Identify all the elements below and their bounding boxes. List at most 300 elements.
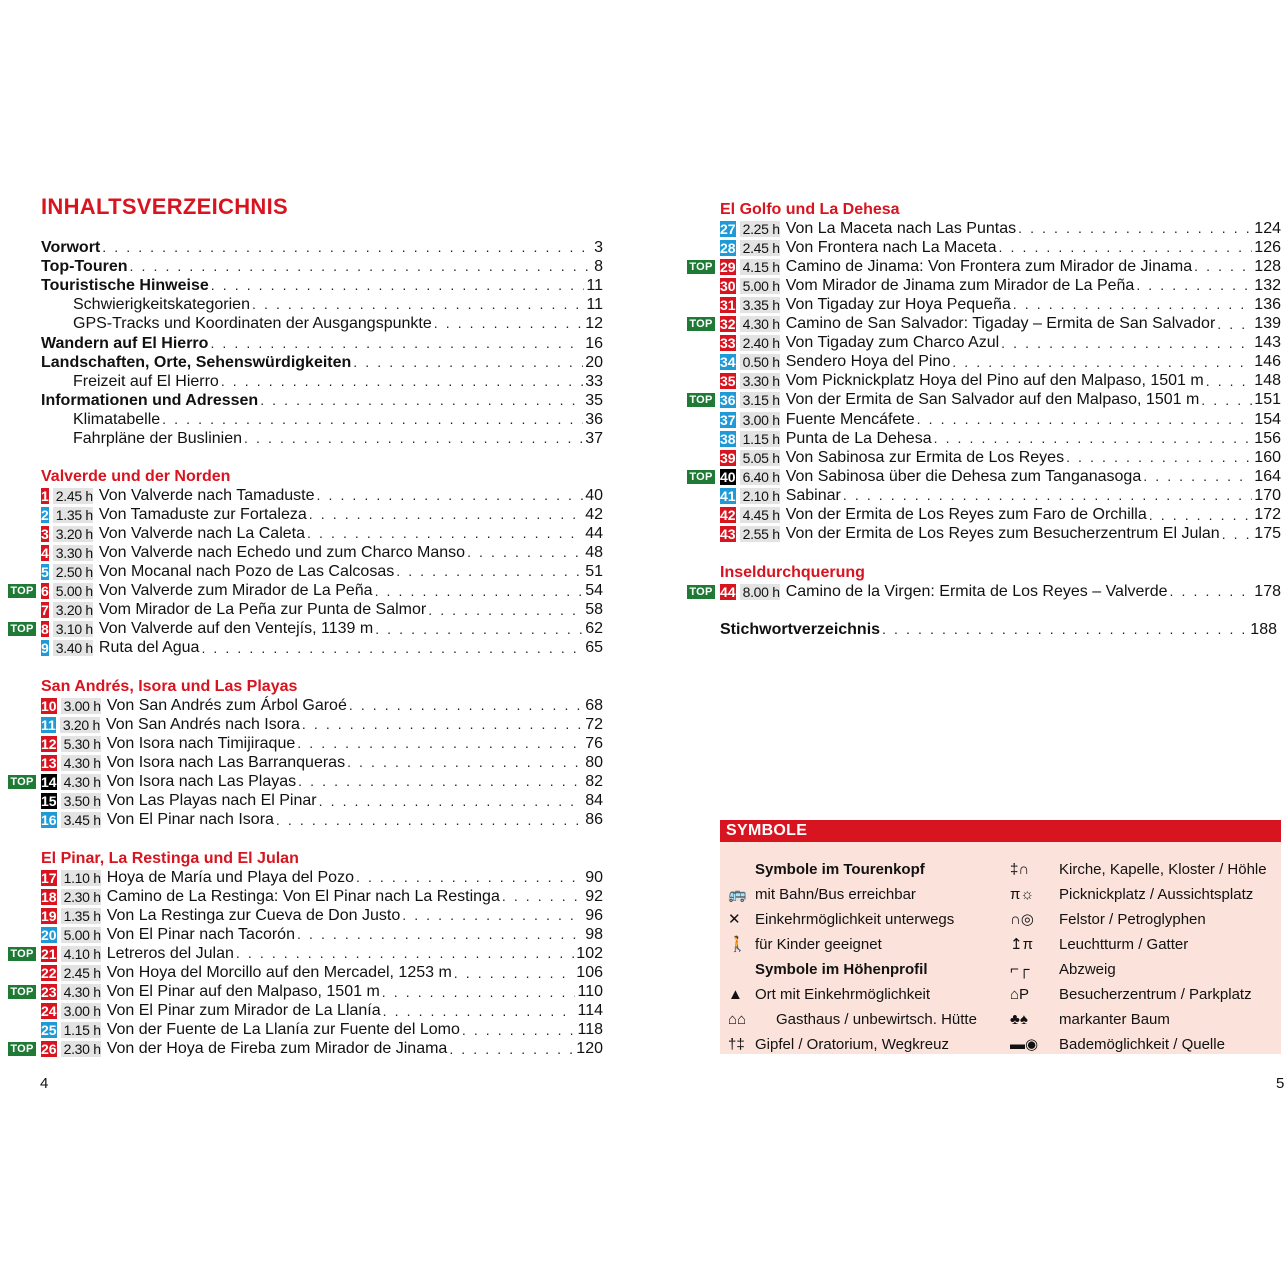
top-tour-badge: TOP [687,393,715,407]
tour-duration: 4.10 h [61,946,101,962]
tour-title: Von der Ermita de Los Reyes zum Besucherzentrum El Julan [785,525,1220,543]
tour-entry[interactable] [41,772,603,791]
leader-dots [353,353,583,372]
leader-dots [917,410,1253,429]
tour-entry[interactable] [41,524,603,543]
section-title: El Pinar, La Restinga und El Julan [41,850,299,867]
toc-entry-page: 35 [585,391,603,409]
toc-entry-page: 20 [585,353,603,371]
leader-dots [843,486,1252,505]
tour-number-badge: 26 [41,1041,57,1058]
tour-number-badge: 18 [41,888,57,905]
tour-page: 96 [585,906,603,924]
toc-title: INHALTSVERZEICHNIS [41,194,289,219]
tour-number-badge: 12 [41,735,57,752]
toc-entry-page: 3 [594,239,603,256]
tour-page: 102 [576,944,603,962]
tour-entry[interactable] [41,811,603,830]
tour-title: Camino de Jinama: Von Frontera zum Mirador de Jinama [785,257,1193,275]
toc-entry-label: Vorwort [41,239,101,256]
tour-title: Von Isora nach Las Playas [106,772,297,790]
tour-title: Von Tigaday zum Charco Azul [785,334,1000,352]
tour-page: 151 [1254,391,1281,409]
tour-page: 148 [1254,372,1281,390]
tour-title: Von Tamaduste zur Fortaleza [98,505,307,523]
legend-label: mit Bahn/Bus erreichbar [755,886,916,903]
legend-label: Symbole im Höhenprofil [755,961,928,978]
tour-entry[interactable] [41,562,603,581]
toc-entry-label: Freizeit auf El Hierro [73,372,219,390]
tour-number-badge: 43 [720,526,736,543]
leader-dots [1206,372,1253,391]
toc-entry[interactable] [41,334,603,353]
page-number-left: 4 [40,1075,49,1092]
leader-dots [1222,525,1253,544]
tour-number-badge: 23 [41,984,57,1001]
tour-number-badge: 40 [720,468,736,485]
tour-entry[interactable] [41,887,603,906]
toc-entry[interactable] [41,353,603,372]
tour-duration: 0.50 h [740,354,780,370]
tour-page: 65 [585,639,603,657]
tour-number-badge: 22 [41,965,57,981]
tour-page: 90 [585,868,603,886]
tour-page: 175 [1254,525,1281,543]
leader-dots [502,887,583,906]
tour-page: 132 [1254,276,1281,294]
leader-dots [298,772,583,791]
legend-symbol-icon: ⌐┌ [1010,961,1030,978]
leader-dots [467,543,583,562]
legend-label: Besucherzentrum / Parkplatz [1059,986,1252,1003]
tour-number-badge: 31 [720,296,736,313]
tour-duration: 3.35 h [740,297,780,313]
tour-title: Von Sabinosa über die Dehesa zum Tanganasoga [785,467,1142,485]
tour-title: Von Valverde nach La Caleta [98,524,305,542]
legend-symbol-icon: 🚌 [728,886,747,903]
toc-entry-label: Informationen und Adressen [41,391,259,409]
tour-title: Von Las Playas nach El Pinar [106,792,317,809]
tour-page: 118 [577,1021,603,1039]
tour-number-badge: 41 [720,487,736,504]
leader-dots [162,410,583,429]
tour-number-badge: 42 [720,507,736,523]
tour-duration: 2.55 h [740,526,780,542]
leader-dots [402,906,583,925]
toc-entry-label: Landschaften, Orte, Sehenswürdigkeiten [41,353,352,371]
legend-label: Felstor / Petroglyphen [1059,911,1206,928]
tour-page: 98 [585,925,603,943]
tour-entry[interactable] [41,696,603,715]
leader-dots [1001,334,1252,353]
tour-duration: 4.45 h [740,507,780,523]
tour-entry[interactable] [720,257,1281,276]
tour-number-badge: 36 [720,392,736,409]
toc-entry[interactable] [73,295,603,314]
tour-number-badge: 9 [41,640,49,657]
leader-dots [1066,448,1252,467]
tour-page: 178 [1254,582,1281,600]
tour-entry[interactable] [41,582,603,601]
tour-number-badge: 15 [41,793,57,809]
tour-number-badge: 33 [720,335,736,352]
tour-entry[interactable] [41,1021,603,1040]
tour-page: 120 [576,1040,603,1058]
tour-number-badge: 17 [41,869,57,886]
tour-page: 146 [1254,353,1281,371]
tour-duration: 4.30 h [61,984,101,1000]
tour-duration: 1.35 h [53,507,93,523]
legend-label: Gipfel / Oratorium, Wegkreuz [755,1036,949,1053]
tour-title: Von Isora nach Las Barranqueras [106,753,346,771]
tour-duration: 2.50 h [53,564,93,580]
leader-dots [307,524,583,543]
legend-symbol-icon: 🚶 [728,936,747,953]
toc-entry-page: 33 [585,372,603,390]
symbols-title: SYMBOLE [720,820,1281,842]
leader-dots [276,811,583,830]
tour-duration: 1.35 h [61,908,101,924]
tour-number-badge: 27 [720,220,736,237]
symbols-legend [720,820,1281,1054]
legend-label: Kirche, Kapelle, Kloster / Höhle [1059,861,1267,878]
tour-number-badge: 1 [41,487,49,504]
toc-entry[interactable] [41,257,603,276]
tour-page: 40 [585,486,603,504]
leader-dots [396,562,583,581]
tour-duration: 6.40 h [740,469,780,485]
toc-entry-label: GPS-Tracks und Koordinaten der Ausgangspunkte [73,315,432,333]
leader-dots [882,620,1248,639]
legend-symbol-icon: ▬◉ [1010,1036,1039,1053]
leader-dots [260,391,583,410]
tour-page: 170 [1254,486,1281,504]
tour-duration: 5.00 h [61,927,101,943]
tour-title: Von La Maceta nach Las Puntas [785,219,1017,237]
tour-entry[interactable] [41,734,603,753]
tour-entry[interactable] [41,925,603,944]
tour-duration: 3.40 h [53,640,93,656]
tour-entry[interactable] [720,334,1281,353]
tour-duration: 3.10 h [53,621,93,637]
leader-dots [309,505,583,524]
tour-entry[interactable] [720,525,1281,544]
leader-dots [999,238,1253,257]
tour-duration: 8.00 h [740,584,780,600]
legend-label: Abzweig [1059,961,1116,978]
tour-page: 110 [577,983,603,1001]
leader-dots [1136,276,1252,295]
index-entry[interactable] [720,620,1277,639]
section-title: El Golfo und La Dehesa [720,201,900,218]
leader-dots [297,734,583,753]
leader-dots [356,868,583,887]
tour-duration: 5.00 h [740,278,780,294]
tour-duration: 3.20 h [60,717,100,733]
leader-dots [428,601,583,620]
leader-dots [319,792,584,811]
tour-entry[interactable] [720,276,1281,295]
top-tour-badge: TOP [687,585,715,599]
tour-duration: 5.00 h [53,583,93,599]
toc-entry-label: Wandern auf El Hierro [41,334,209,352]
tour-title: Von der Fuente de La Llanía zur Fuente del Lomo [106,1021,460,1039]
legend-label: für Kinder geeignet [755,936,882,953]
tour-duration: 3.20 h [53,602,93,618]
tour-page: 42 [585,505,603,523]
tour-duration: 4.30 h [61,755,101,771]
tour-page: 82 [585,772,603,790]
leader-dots [1149,506,1253,525]
tour-page: 124 [1254,219,1281,237]
toc-entry[interactable] [41,276,603,295]
tour-duration: 4.30 h [740,316,780,332]
tour-title: Von San Andrés zum Árbol Garoé [106,696,347,714]
tour-duration: 2.30 h [61,889,101,905]
tour-duration: 2.45 h [61,965,101,981]
leader-dots [1018,219,1252,238]
tour-page: 154 [1254,410,1281,428]
leader-dots [934,429,1253,448]
legend-symbol-icon: ▲ [728,986,743,1003]
tour-entry[interactable] [41,792,603,811]
legend-label: Leuchtturm / Gatter [1059,936,1189,953]
toc-entry[interactable] [41,391,603,410]
tour-number-badge: 16 [41,812,57,829]
tour-page: 54 [585,582,603,599]
tour-duration: 2.40 h [740,335,780,351]
tour-duration: 3.15 h [740,392,780,408]
top-tour-badge: TOP [8,1042,36,1056]
toc-entry[interactable] [41,238,603,257]
tour-number-badge: 6 [41,583,49,599]
tour-number-badge: 29 [720,258,736,275]
tour-title: Von Valverde nach Tamaduste [98,486,315,504]
tour-entry[interactable] [41,620,603,639]
tour-entry[interactable] [41,906,603,925]
toc-entry-label: Touristische Hinweise [41,277,209,295]
tour-duration: 3.00 h [740,412,780,428]
tour-entry[interactable] [720,391,1281,410]
tour-entry[interactable] [41,505,603,524]
tour-page: 44 [585,524,603,542]
tour-entry[interactable] [720,506,1281,525]
toc-entry[interactable] [73,372,603,391]
leader-dots [211,276,585,295]
tour-page: 106 [576,964,603,981]
leader-dots [297,925,583,944]
legend-symbol-icon: ⌂⌂ [728,1011,747,1028]
tour-number-badge: 4 [41,544,49,561]
tour-title: Von La Restinga zur Cueva de Don Justo [106,906,401,924]
tour-title: Von El Pinar nach Tacorón [106,925,295,943]
tour-number-badge: 7 [41,602,49,619]
tour-title: Von der Ermita de Los Reyes zum Faro de Orchilla [785,506,1147,523]
tour-entry[interactable] [41,1002,603,1021]
tour-title: Von Frontera nach La Maceta [785,238,997,256]
leader-dots [1013,295,1253,314]
leader-dots [375,582,584,601]
leader-dots [210,334,583,353]
leader-dots [252,295,584,314]
toc-entry[interactable] [73,410,603,429]
tour-entry[interactable] [41,868,603,887]
tour-page: 72 [585,715,603,733]
tour-number-badge: 30 [720,277,736,294]
tour-entry[interactable] [720,238,1281,257]
leader-dots [1170,582,1253,601]
tour-title: Von Valverde nach Echedo und zum Charco Manso [98,543,466,561]
tour-duration: 1.15 h [740,431,780,447]
legend-symbol-icon: ↥π [1010,936,1033,953]
toc-entry-label: Fahrpläne der Buslinien [73,430,242,447]
tour-entry[interactable] [41,601,603,620]
legend-label: Ort mit Einkehrmöglichkeit [755,986,931,1003]
tour-number-badge: 32 [720,316,736,332]
tour-title: Von Sabinosa zur Ermita de Los Reyes [785,448,1065,466]
tour-duration: 3.00 h [61,698,101,714]
tour-title: Hoya de María und Playa del Pozo [106,868,354,886]
toc-entry-page: 37 [585,430,603,447]
tour-duration: 3.00 h [61,1003,101,1019]
tour-number-badge: 13 [41,754,57,771]
leader-dots [1143,467,1252,486]
toc-entry[interactable] [73,429,603,448]
tour-entry[interactable] [720,295,1281,314]
legend-label: Einkehrmöglichkeit unterwegs [755,911,955,928]
tour-entry[interactable] [41,1040,603,1059]
tour-page: 136 [1254,295,1281,313]
leader-dots [1194,257,1252,276]
leader-dots [454,964,575,983]
tour-title: Camino de San Salvador: Tigaday – Ermita de San Salvador [785,315,1216,332]
tour-number-badge: 44 [720,583,736,600]
index-entry-label: Stichwortverzeichnis [720,621,881,638]
leader-dots [449,1040,574,1059]
tour-duration: 2.30 h [61,1041,101,1057]
tour-duration: 3.30 h [53,545,93,561]
tour-title: Vom Picknickplatz Hoya del Pino auf den Malpaso, 1501 m [785,372,1204,390]
tour-number-badge: 21 [41,945,57,962]
legend-symbol-icon: †‡ [728,1036,745,1053]
leader-dots [221,372,583,391]
tour-page: 58 [585,601,603,619]
tour-number-badge: 28 [720,239,736,256]
toc-entry-page: 8 [594,258,603,276]
tour-duration: 2.10 h [740,488,780,504]
leader-dots [462,1021,576,1040]
tour-number-badge: 11 [41,716,56,733]
tour-entry[interactable] [720,448,1281,467]
tour-page: 86 [585,811,603,829]
leader-dots [347,753,583,772]
tour-number-badge: 10 [41,697,57,714]
tour-duration: 3.45 h [61,812,101,828]
tour-duration: 3.20 h [53,526,93,542]
tour-entry[interactable] [720,429,1281,448]
tour-number-badge: 20 [41,926,57,943]
tour-entry[interactable] [720,467,1281,486]
tour-page: 62 [585,620,603,638]
toc-entry-page: 11 [586,296,603,314]
legend-symbol-icon: π☼ [1010,886,1035,903]
tour-page: 143 [1254,334,1281,352]
tour-entry[interactable] [41,753,603,772]
tour-entry[interactable] [41,639,603,658]
tour-duration: 5.30 h [61,736,101,752]
tour-entry[interactable] [41,944,603,963]
tour-title: Von El Pinar nach Isora [106,811,274,829]
tour-page: 48 [585,543,603,561]
tour-title: Von Isora nach Timijiraque [106,734,296,752]
toc-entry[interactable] [73,314,603,333]
toc-entry-page: 12 [585,315,603,333]
tour-number-badge: 24 [41,1003,57,1020]
tour-entry[interactable] [720,372,1281,391]
legend-label: Picknickplatz / Aussichtsplatz [1059,886,1254,903]
tour-number-badge: 2 [41,506,49,523]
top-tour-badge: TOP [687,260,715,274]
tour-entry[interactable] [41,543,603,562]
section-title: Valverde und der Norden [41,468,231,485]
tour-entry[interactable] [720,410,1281,429]
tour-number-badge: 19 [41,907,57,924]
tour-title: Von El Pinar auf den Malpaso, 1501 m [106,983,380,1001]
tour-entry[interactable] [41,964,603,983]
tour-entry[interactable] [720,353,1281,372]
top-tour-badge: TOP [8,947,36,961]
tour-number-badge: 25 [41,1022,57,1039]
tour-entry[interactable] [720,219,1281,238]
tour-title: Camino de la Virgen: Ermita de Los Reyes – Valverde [785,582,1168,600]
leader-dots [201,639,583,658]
leader-dots [1217,315,1252,334]
tour-duration: 3.50 h [61,793,101,809]
tour-number-badge: 8 [41,621,49,638]
tour-entry[interactable] [720,486,1281,505]
leader-dots [375,620,583,639]
leader-dots [102,238,592,257]
tour-title: Camino de La Restinga: Von El Pinar nach La Restinga [106,887,500,905]
leader-dots [1201,391,1252,410]
tour-title: Von Tigaday zur Hoya Pequeña [785,295,1011,313]
tour-page: 76 [585,734,603,752]
top-tour-badge: TOP [687,470,715,484]
tour-entry[interactable] [41,486,603,505]
tour-number-badge: 35 [720,373,736,390]
tour-duration: 1.15 h [61,1022,101,1038]
tour-entry[interactable] [41,715,603,734]
leader-dots [349,696,583,715]
tour-title: Von der Hoya de Fireba zum Mirador de Jinama [106,1040,448,1058]
tour-title: Letreros del Julan [106,944,234,962]
tour-page: 114 [577,1002,603,1020]
tour-number-badge: 3 [41,525,49,542]
tour-duration: 4.15 h [740,259,780,275]
toc-entry-label: Klimatabelle [73,410,161,428]
tour-page: 51 [585,562,603,580]
tour-entry[interactable] [41,983,603,1002]
section-title: Inseldurchquerung [720,564,865,581]
tour-number-badge: 14 [41,773,57,790]
tour-entry[interactable] [720,315,1281,334]
tour-page: 139 [1254,315,1281,332]
page-number-right: 5 [1276,1075,1285,1092]
tour-duration: 2.45 h [740,240,780,256]
tour-page: 156 [1254,429,1281,447]
legend-label: Bademöglichkeit / Quelle [1059,1036,1225,1053]
tour-entry[interactable] [720,582,1281,601]
